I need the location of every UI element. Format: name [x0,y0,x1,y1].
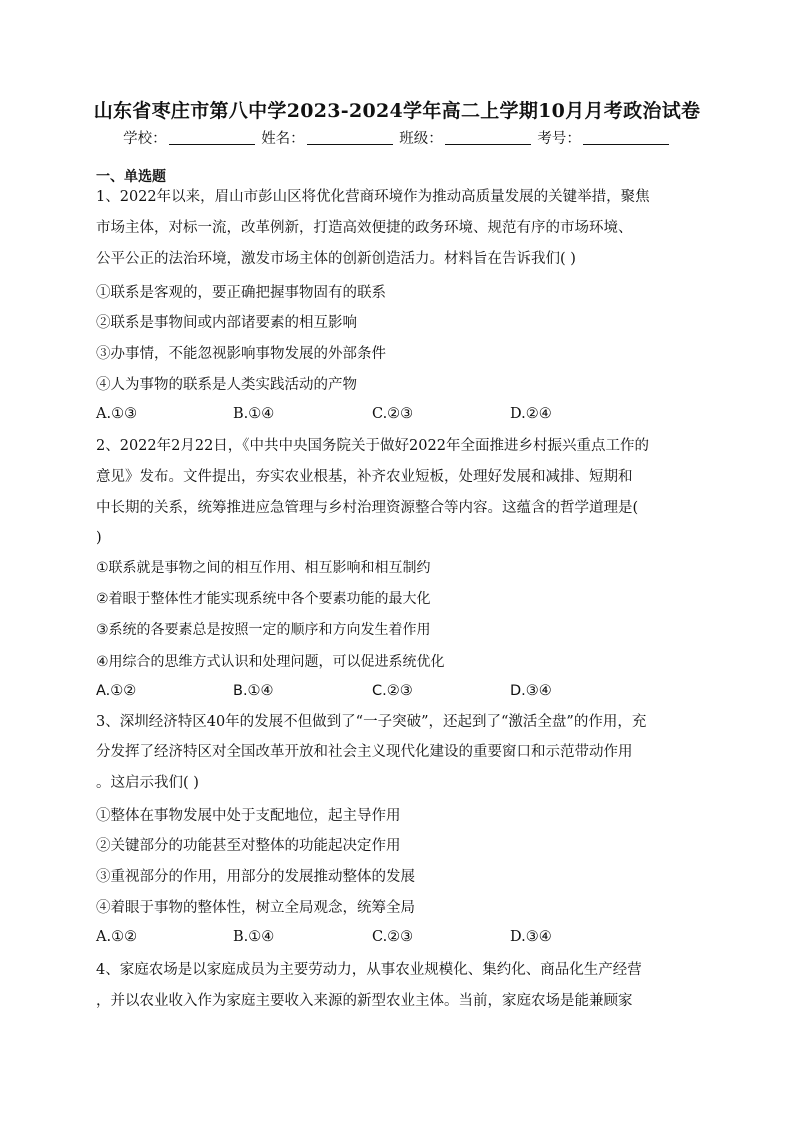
question-4-line: ，并以农业收入作为家庭主要收入来源的新型农业主体。当前，家庭农场是能兼顾家 [96,993,633,1009]
choice-d: D.②④ [510,406,552,422]
question-2-option: ②着眼于整体性才能实现系统中各个要素功能的最大化 [96,591,431,607]
question-3-option: ①整体在事物发展中处于支配地位，起主导作用 [96,808,401,824]
class-label: 班级： [399,131,443,147]
question-2-choices [96,683,700,703]
exam-number-label: 考号： [537,131,581,147]
question-2-line: ) [96,530,102,546]
question-2-option: ①联系就是事物之间的相互作用、相互影响和相互制约 [96,560,431,576]
school-label: 学校： [123,131,167,147]
school-blank[interactable] [169,130,255,145]
question-3-line: 3、深圳经济特区40年的发展不但做到了“一子突破”，还起到了“激活全盘”的作用，充 [96,714,647,730]
name-label: 姓名： [261,131,305,147]
question-2-line: 意见》发布。文件提出，夯实农业根基，补齐农业短板，处理好发展和减排、短期和 [96,469,633,485]
question-3-option: ②关键部分的功能甚至对整体的功能起决定作用 [96,838,401,854]
question-3-option: ④着眼于事物的整体性，树立全局观念，统筹全局 [96,900,415,916]
student-info-row [0,127,794,148]
question-1-option: ②联系是事物间或内部诸要素的相互影响 [96,315,357,331]
question-3-option: ③重视部分的作用，用部分的发展推动整体的发展 [96,869,415,885]
question-3-line: 分发挥了经济特区对全国改革开放和社会主义现代化建设的重要窗口和示范带动作用 [96,744,633,760]
question-2-option: ④用综合的思维方式认识和处理问题，可以促进系统优化 [96,654,445,670]
choice-c: C.②③ [372,683,413,699]
question-3-choices [96,929,700,949]
question-1-line: 1、2022年以来，眉山市彭山区将优化营商环境作为推动高质量发展的关键举措，聚焦 [96,189,650,205]
question-1-option: ④人为事物的联系是人类实践活动的产物 [96,377,357,393]
choice-b: B.①④ [233,406,275,422]
choice-d: D.③④ [510,929,552,945]
exam-title: 山东省枣庄市第八中学2023-2024学年高二上学期10月月考政治试卷 [93,100,701,122]
choice-b: B.①④ [233,683,274,699]
question-4-line: 4、家庭农场是以家庭成员为主要劳动力，从事农业规模化、集约化、商品化生产经营 [96,962,642,978]
name-blank[interactable] [307,130,393,145]
exam-number-blank[interactable] [583,130,669,145]
choice-c: C.②③ [372,406,414,422]
question-2-line: 2、2022年2月22日，《中共中央国务院关于做好2022年全面推进乡村振兴重点工作的 [96,438,649,454]
question-1-choices [96,406,700,426]
choice-a: A.①③ [96,406,138,422]
choice-c: C.②③ [372,929,414,945]
choice-a: A.①② [96,929,138,945]
choice-d: D.③④ [510,683,552,699]
choice-b: B.①④ [233,929,275,945]
question-1-line: 市场主体，对标一流，改革例新，打造高效便捷的政务环境、规范有序的市场环境、 [96,220,633,236]
class-blank[interactable] [445,130,531,145]
question-1-line: 公平公正的法治环境，激发市场主体的创新创造活力。材料旨在告诉我们( ) [96,251,576,267]
choice-a: A.①② [96,683,137,699]
section-title: 一、单选题 [96,169,166,185]
question-2-option: ③系统的各要素总是按照一定的顺序和方向发生着作用 [96,622,431,638]
question-1-option: ①联系是客观的，要正确把握事物固有的联系 [96,285,386,301]
question-3-line: 。这启示我们( ) [96,775,199,791]
question-2-line: 中长期的关系，统筹推进应急管理与乡村治理资源整合等内容。这蕴含的哲学道理是( [96,500,639,516]
question-1-option: ③办事情，不能忽视影响事物发展的外部条件 [96,346,386,362]
